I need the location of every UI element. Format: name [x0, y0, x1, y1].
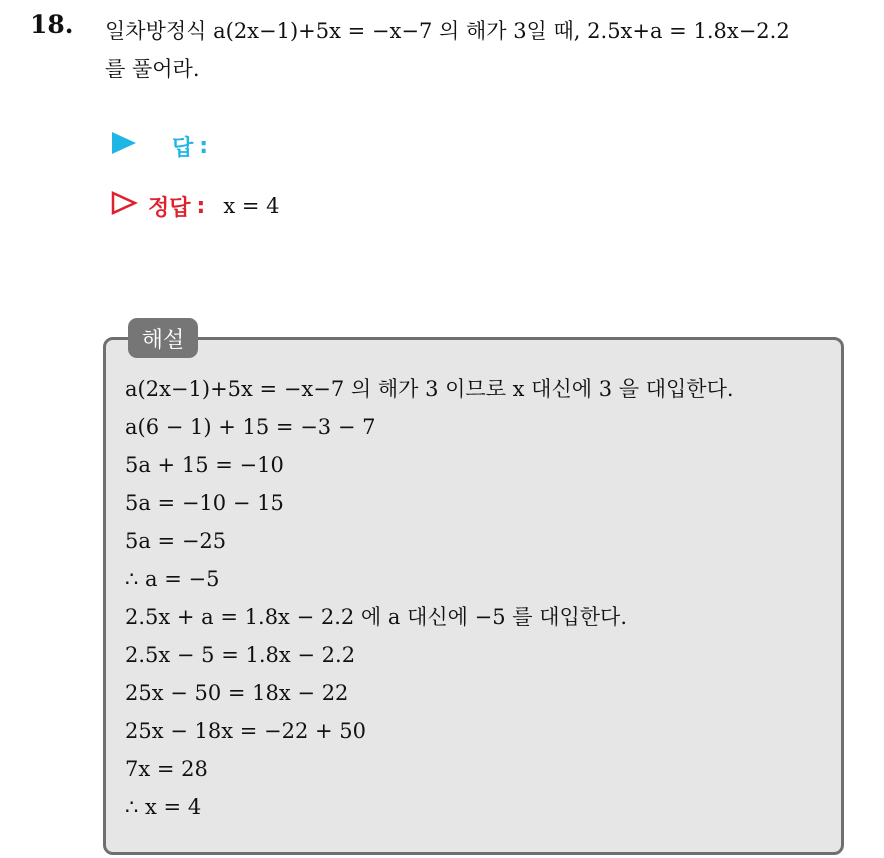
- solution-line: ∴ x = 4: [125, 795, 202, 819]
- solution-line: 5a + 15 = −10: [125, 453, 284, 477]
- solution-line: 5a = −10 − 15: [125, 491, 284, 515]
- question-line-2: 를 풀어라.: [105, 57, 200, 81]
- solution-line: 2.5x + a = 1.8x − 2.2 에 a 대신에 −5 를 대입한다.: [125, 605, 628, 629]
- solution-line: ∴ a = −5: [125, 567, 220, 591]
- solution-line: 5a = −25: [125, 529, 227, 553]
- answer-row: [110, 130, 208, 162]
- question-line-1: 일차방정식 a(2x−1)+5x = −x−7 의 해가 3일 때, 2.5x+a = 1.8x−2.2: [105, 19, 790, 43]
- solution-line: 2.5x − 5 = 1.8x − 2.2: [125, 643, 356, 667]
- correct-answer-label: 정답: [148, 195, 191, 221]
- solution-line: a(6 − 1) + 15 = −3 − 7: [125, 415, 376, 439]
- correct-answer-value: x = 4: [223, 194, 280, 218]
- filled-triangle-icon: [110, 130, 140, 162]
- answer-colon: :: [199, 133, 209, 159]
- outline-triangle-icon: [110, 190, 140, 222]
- correct-answer-row: [110, 190, 279, 222]
- solution-tag: 해설: [128, 318, 198, 358]
- correct-answer-colon: :: [196, 193, 206, 219]
- solution-line: a(2x−1)+5x = −x−7 의 해가 3 이므로 x 대신에 3 을 대입한다.: [125, 377, 734, 401]
- question-number: 18.: [30, 10, 74, 39]
- solution-lines: [125, 370, 835, 826]
- question-text: [105, 12, 875, 88]
- solution-line: 7x = 28: [125, 757, 208, 781]
- solution-line: 25x − 18x = −22 + 50: [125, 719, 367, 743]
- answer-label: 답: [172, 135, 194, 161]
- solution-line: 25x − 50 = 18x − 22: [125, 681, 349, 705]
